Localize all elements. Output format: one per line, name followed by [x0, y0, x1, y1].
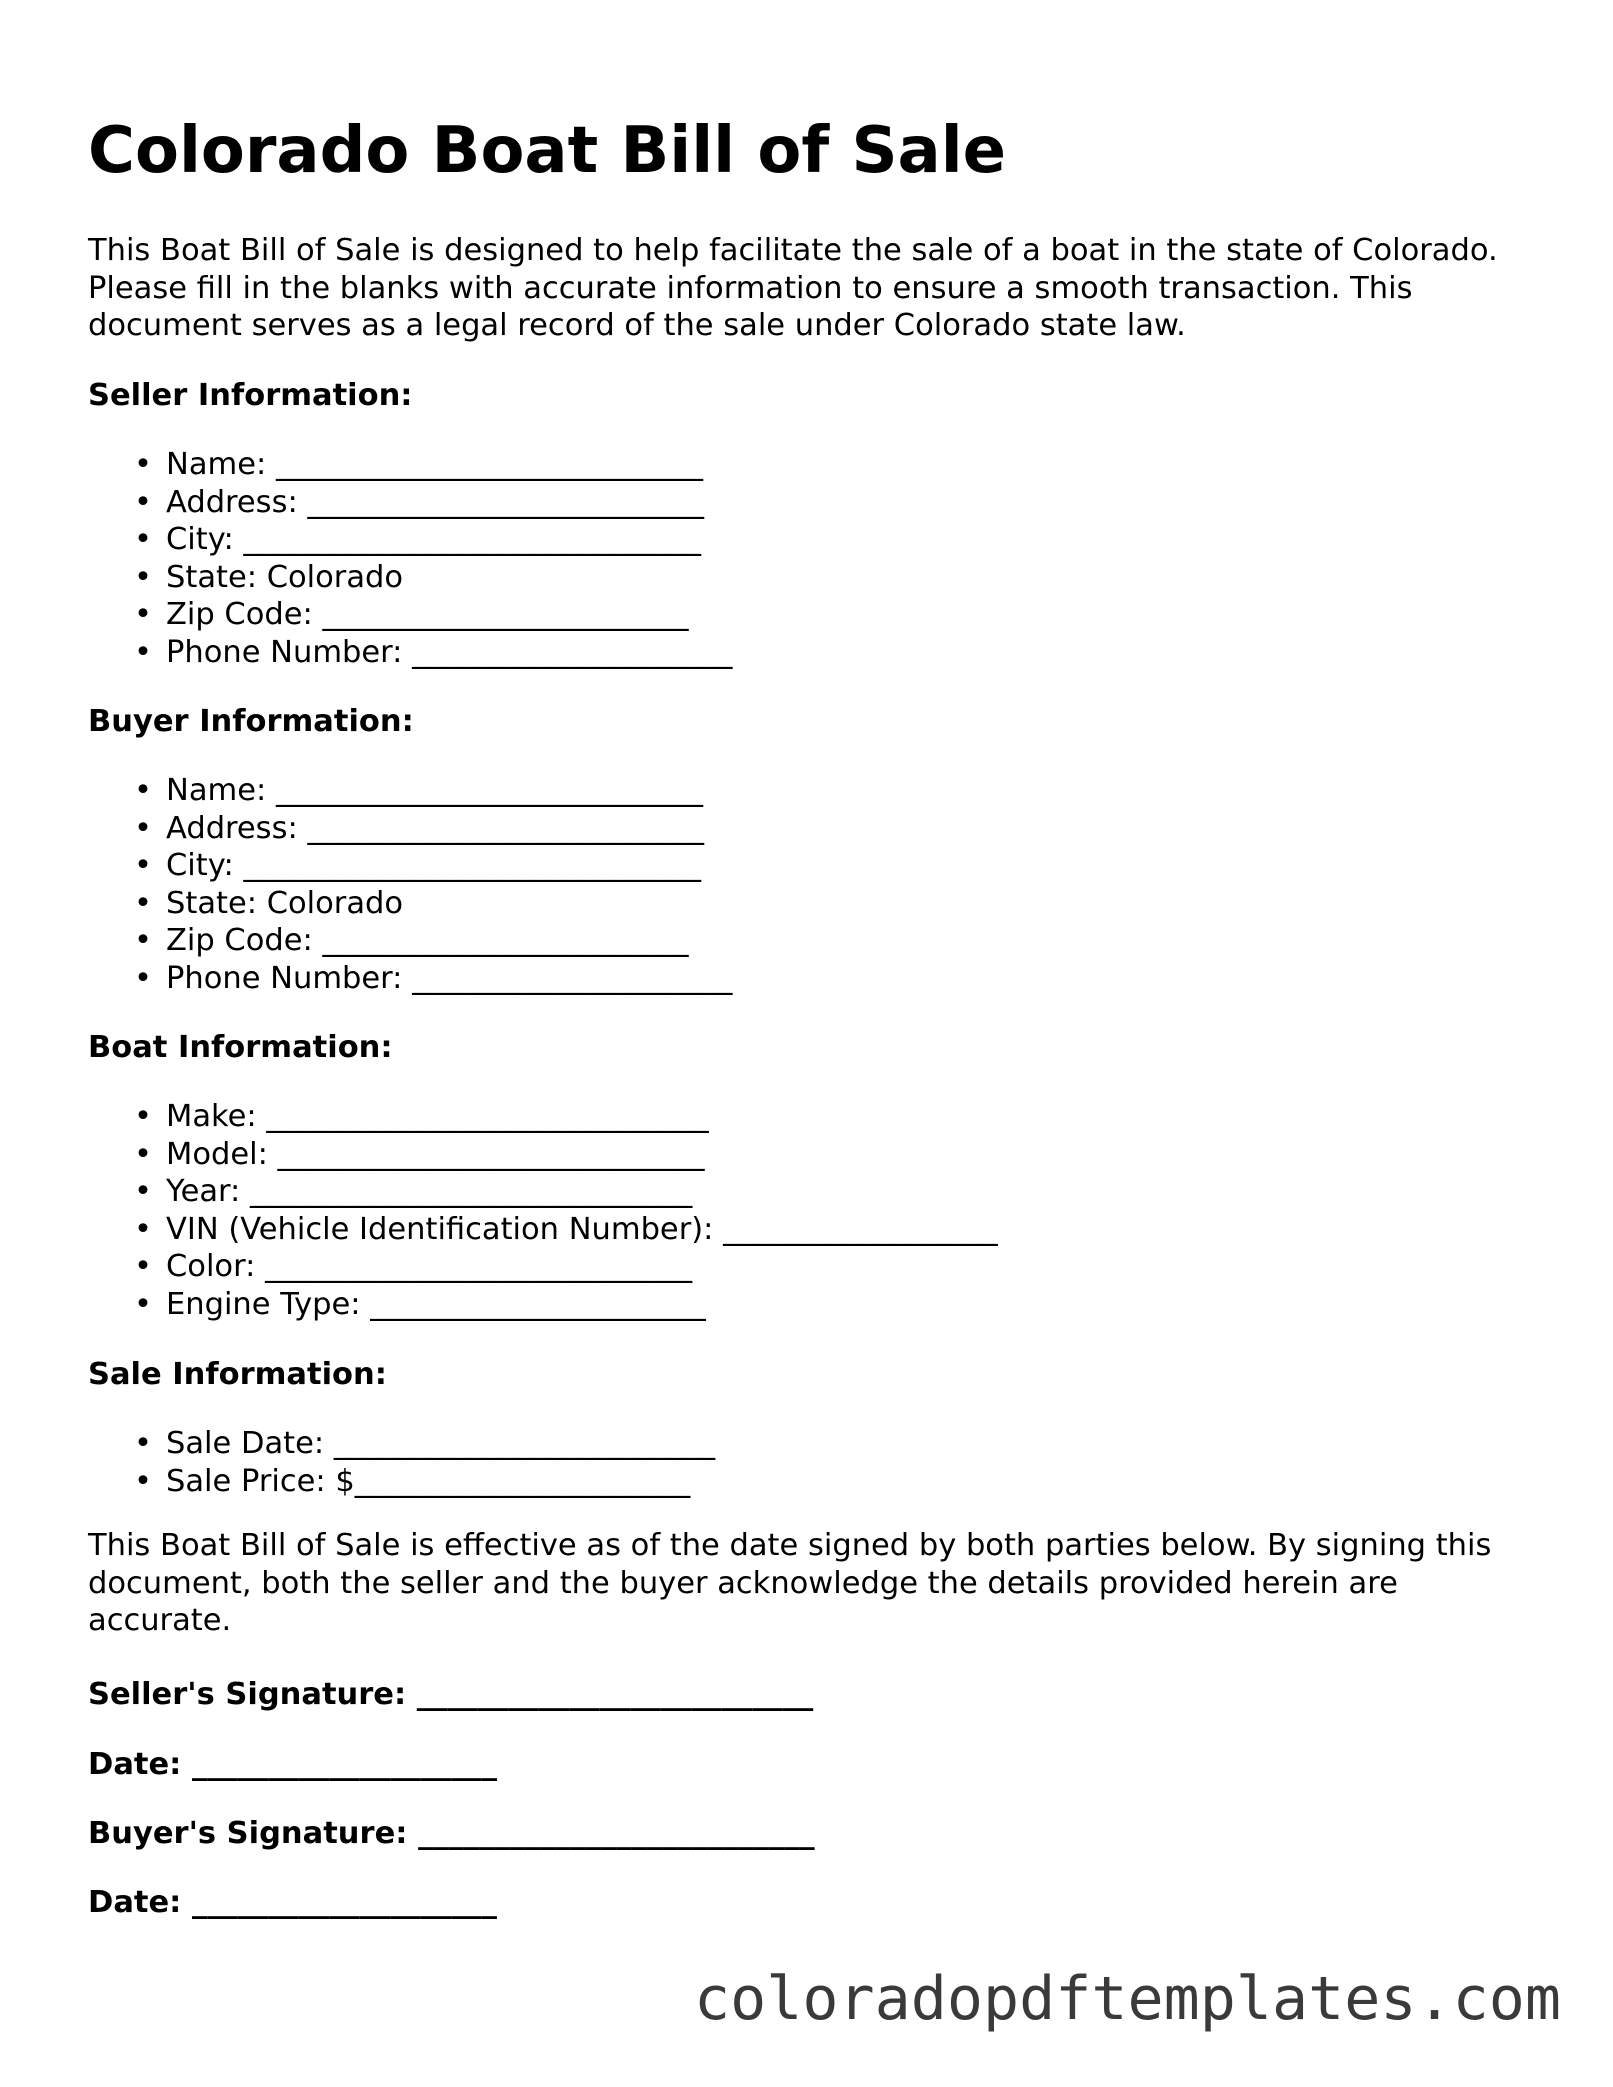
bullet-icon: • [134, 484, 152, 520]
field-label: Year: [166, 1174, 251, 1209]
boat-make-blank[interactable]: _____________________________ [266, 1099, 709, 1134]
field-label: Engine Type: [166, 1286, 371, 1322]
page-title: Colorado Boat Bill of Sale [88, 114, 1007, 188]
bullet-icon: • [134, 1463, 152, 1499]
boat-engine-item [88, 1286, 998, 1324]
boat-model-item [88, 1136, 998, 1174]
boat-vin-item [88, 1211, 998, 1249]
field-label: Name: [166, 773, 276, 808]
bullet-icon: • [134, 597, 152, 632]
seller-city-item [88, 521, 732, 559]
boat-engine-blank[interactable]: ______________________ [370, 1286, 706, 1322]
seller-date-blank[interactable]: ____________________ [191, 1747, 497, 1782]
bullet-icon: • [134, 559, 152, 595]
closing-paragraph: This Boat Bill of Sale is effective as of the date signed by both parties below. By signing this document, both the seller and the buyer acknowledge the details provided herein are accurate. [88, 1528, 1492, 1638]
seller-fields-list [88, 446, 732, 671]
field-label: Phone Number: [166, 634, 413, 670]
boat-make-item [88, 1098, 998, 1136]
seller-signature-label: Seller's Signature: [88, 1677, 417, 1712]
boat-year-blank[interactable]: _____________________________ [250, 1174, 693, 1209]
field-label: Make: [166, 1099, 267, 1134]
buyer-name-blank[interactable]: ____________________________ [275, 773, 703, 808]
buyer-name-item [88, 772, 732, 810]
seller-date-line [88, 1746, 497, 1784]
buyer-city-blank[interactable]: ______________________________ [243, 848, 702, 883]
field-label: Zip Code: [166, 923, 323, 958]
sale-price-blank[interactable]: ______________________ [354, 1463, 691, 1499]
seller-name-item [88, 446, 732, 484]
bullet-icon: • [134, 447, 152, 482]
boat-color-blank[interactable]: ____________________________ [265, 1249, 693, 1284]
bullet-icon: • [134, 1211, 152, 1247]
field-label: State: Colorado [166, 559, 404, 595]
field-label: Model: [166, 1136, 278, 1172]
field-label: City: [166, 522, 244, 557]
buyer-address-blank[interactable]: __________________________ [307, 810, 704, 846]
boat-vin-blank[interactable]: __________________ [723, 1211, 998, 1247]
bullet-icon: • [134, 923, 152, 958]
sale-fields-list [88, 1425, 715, 1500]
field-label: Address: [166, 484, 308, 520]
field-label: Color: [166, 1249, 266, 1284]
seller-date-label: Date: [88, 1747, 192, 1782]
boat-year-item [88, 1173, 998, 1211]
buyer-state-item [88, 885, 732, 923]
intro-paragraph: This Boat Bill of Sale is designed to help facilitate the sale of a boat in the state of Colorado. Please fill in the blanks with accurate information to ensure a smooth transaction. This document serves as a legal record of the sale under Colorado state law. [88, 233, 1498, 343]
seller-signature-blank[interactable]: __________________________ [416, 1677, 814, 1712]
buyer-signature-line [88, 1815, 815, 1853]
field-label: State: Colorado [166, 885, 404, 921]
buyer-phone-item [88, 960, 732, 998]
seller-heading: Seller Information: [88, 378, 413, 413]
buyer-zip-item [88, 922, 732, 960]
field-label: City: [166, 848, 244, 883]
bullet-icon: • [134, 1174, 152, 1209]
boat-heading: Boat Information: [88, 1030, 393, 1065]
field-label: Phone Number: [166, 960, 413, 996]
buyer-signature-label: Buyer's Signature: [88, 1816, 419, 1851]
bullet-icon: • [134, 1426, 152, 1461]
bullet-icon: • [134, 1286, 152, 1322]
buyer-city-item [88, 847, 732, 885]
bullet-icon: • [134, 634, 152, 670]
seller-zip-blank[interactable]: ________________________ [322, 597, 689, 632]
seller-city-blank[interactable]: ______________________________ [243, 522, 702, 557]
seller-phone-item [88, 634, 732, 672]
seller-phone-blank[interactable]: _____________________ [412, 634, 733, 670]
boat-fields-list [88, 1098, 998, 1323]
buyer-heading: Buyer Information: [88, 704, 414, 739]
boat-color-item [88, 1248, 998, 1286]
bullet-icon: • [134, 1136, 152, 1172]
sale-date-blank[interactable]: _________________________ [333, 1426, 716, 1461]
buyer-date-blank[interactable]: ____________________ [191, 1885, 497, 1920]
field-label: Address: [166, 810, 308, 846]
buyer-signature-blank[interactable]: __________________________ [418, 1816, 815, 1851]
bullet-icon: • [134, 773, 152, 808]
bullet-icon: • [134, 960, 152, 996]
field-label: Sale Date: [166, 1426, 334, 1461]
site-watermark: coloradopdftemplates.com [694, 1964, 1561, 2034]
buyer-phone-blank[interactable]: _____________________ [412, 960, 733, 996]
bullet-icon: • [134, 848, 152, 883]
sale-price-item [88, 1463, 715, 1501]
seller-address-blank[interactable]: __________________________ [307, 484, 704, 520]
bullet-icon: • [134, 885, 152, 921]
field-label: Name: [166, 447, 276, 482]
bullet-icon: • [134, 522, 152, 557]
seller-address-item [88, 484, 732, 522]
buyer-zip-blank[interactable]: ________________________ [322, 923, 689, 958]
bullet-icon: • [134, 1249, 152, 1284]
sale-heading: Sale Information: [88, 1357, 387, 1392]
seller-name-blank[interactable]: ____________________________ [275, 447, 703, 482]
seller-signature-line [88, 1676, 813, 1714]
field-label: Sale Price: $ [166, 1463, 355, 1499]
buyer-date-label: Date: [88, 1885, 192, 1920]
bullet-icon: • [134, 1099, 152, 1134]
buyer-address-item [88, 810, 732, 848]
seller-zip-item [88, 596, 732, 634]
boat-model-blank[interactable]: ____________________________ [277, 1136, 705, 1172]
buyer-date-line [88, 1884, 497, 1922]
sale-date-item [88, 1425, 715, 1463]
bullet-icon: • [134, 810, 152, 846]
buyer-fields-list [88, 772, 732, 997]
seller-state-item [88, 559, 732, 597]
field-label: Zip Code: [166, 597, 323, 632]
field-label: VIN (Vehicle Identification Number): [166, 1211, 724, 1247]
